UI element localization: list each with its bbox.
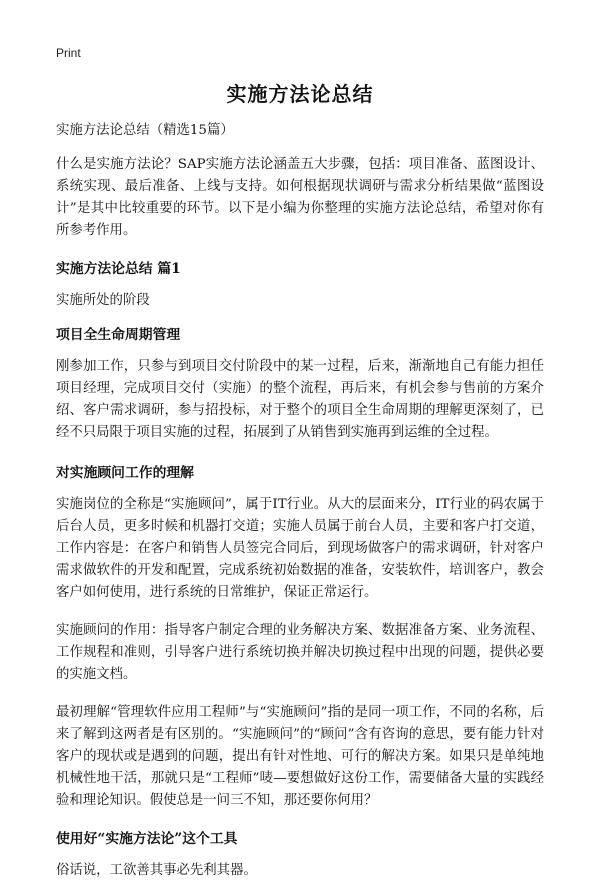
consultant-paragraph-1: 实施岗位的全称是“实施顾问”，属于IT行业。从大的层面来分，IT行业的码农属于后台人员，更多时候和机器打交道；实施人员属于前台人员，主要和客户打交道，工作内容是：在客户和销售人员签完合同后，到现场做客户的需求调研，针对客户需求做软件的开发和配置，完成系统初始数据的准备，安装软件，培训客户，教会客户如何使用，进行系统的日常维护，保证正常运行。 — [56, 497, 544, 600]
tool-heading: 使用好“实施方法论”这个工具 — [56, 831, 238, 847]
consultant-paragraph-2: 实施顾问的作用：指导客户制定合理的业务解决方案、数据准备方案、业务流程、工作规程和准则，引导客户进行系统切换并解决切换过程中出现的问题，提供必要的实施文档。 — [56, 623, 544, 682]
page-title: 实施方法论总结 — [226, 82, 374, 106]
section-heading-1: 实施方法论总结 篇1 — [56, 261, 181, 277]
intro-paragraph: 什么是实施方法论？SAP实施方法论涵盖五大步骤，包括：项目准备、蓝图设计、系统实现、最后准备、上线与支持。如何根据现状调研与需求分析结果做“蓝图设计”是其中比较重要的环节。以下是小编为你整理的实施方法论总结，希望对你有所参考作用。 — [56, 157, 544, 238]
tool-paragraph: 俗话说，工欲善其事必先利其器。 — [56, 863, 257, 878]
lifecycle-heading: 项目全生命周期管理 — [56, 327, 181, 343]
article-subtitle: 实施方法论总结（精选15篇） — [56, 123, 234, 138]
stage-label: 实施所处的阶段 — [56, 293, 150, 308]
consultant-paragraph-3: 最初理解“管理软件应用工程师”与“实施顾问”指的是同一项工作，不同的名称，后来了解到这两者是有区别的。“实施顾问”的“顾问”含有咨询的意思，要有能力针对客户的现状或是遇到的问题，提出有针对性地、可行的解决方案。如果只是单纯地机械性地干活，那就只是“工程师”唛—要想做好这份工作，需要储备大量的实践经验和理论知识。假使总是一问三不知，那还要你何用？ — [56, 705, 544, 808]
print-link[interactable]: Print — [56, 46, 81, 60]
article-body — [56, 120, 544, 892]
consultant-heading: 对实施顾问工作的理解 — [56, 465, 194, 481]
lifecycle-paragraph: 刚参加工作，只参与到项目交付阶段中的某一过程，后来，渐渐地自己有能力担任项目经理，完成项目交付（实施）的整个流程，再后来，有机会参与售前的方案介绍、客户需求调研，参与招投标，对于整个的项目全生命周期的理解更深刻了，已经不只局限于项目实施的过程，拓展到了从销售到实施再到运维的全过程。 — [56, 359, 544, 440]
